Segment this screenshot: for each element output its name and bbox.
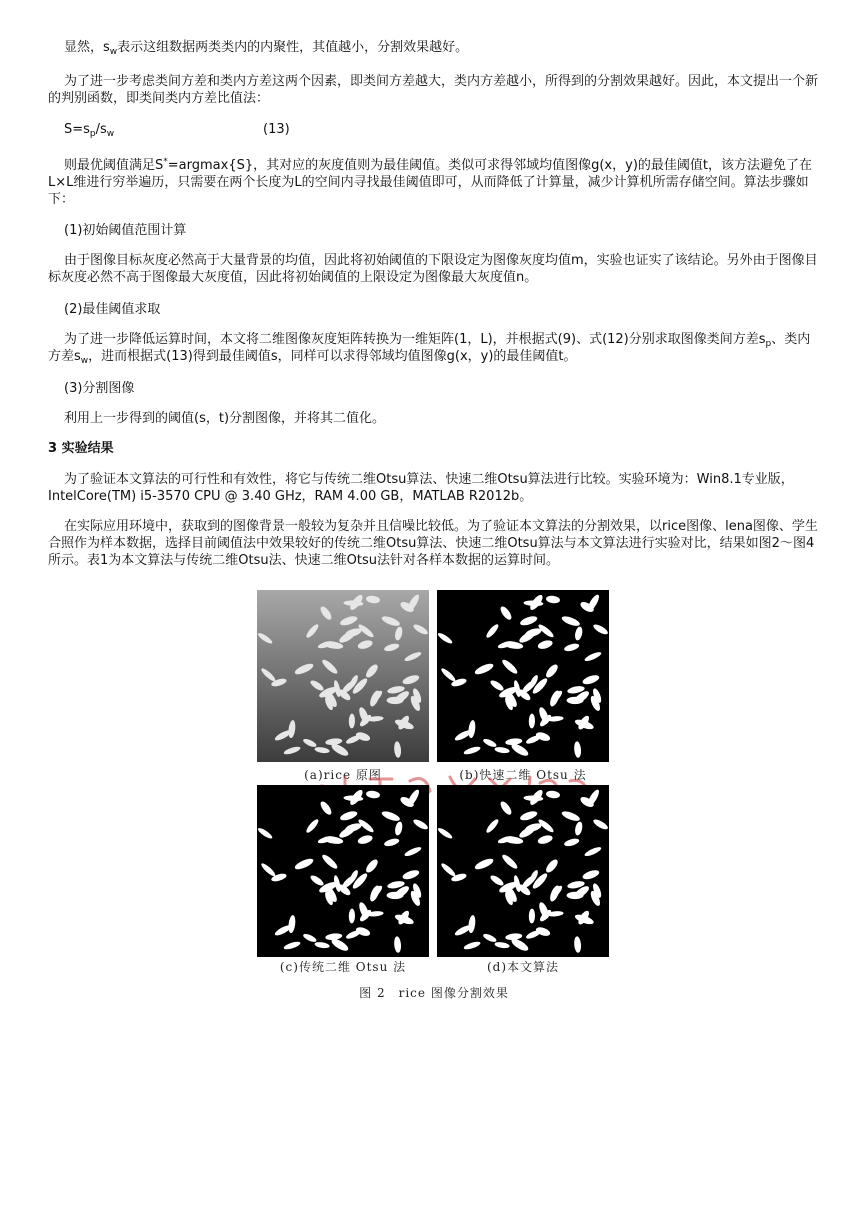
- equation-13: [48, 121, 820, 138]
- equation-label: (13): [263, 122, 290, 137]
- paragraph-1: [48, 39, 820, 56]
- paragraph-2: 为了进一步考虑类间方差和类内方差这两个因素，即类间方差越大，类内方差越小，所得到的分割效果越好。因此，本文提出一个新的判别函数，即类间类内方差比值法：: [48, 74, 819, 106]
- paragraph-3: [48, 157, 820, 208]
- step-2-sub-w: w: [80, 356, 89, 366]
- step-2-title: (2)最佳阈值求取: [64, 302, 161, 317]
- step-2-text-2: 、类内方差s: [48, 332, 811, 364]
- figure-panel-original: [257, 590, 429, 762]
- step-2-sub-p: p: [765, 339, 772, 349]
- rice-fast-otsu-image: [437, 590, 609, 762]
- step-2-text: 为了进一步降低运算时间，本文将二维图像灰度矩阵转换为一维矩阵(1，L)，并根据式(9)、式(12)分别求取图像类间方差s: [64, 332, 766, 347]
- rice-traditional-otsu-image: [257, 785, 429, 957]
- p1-text-2: 表示这组数据两类类内的内聚性，其值越小，分割效果越好。: [117, 40, 469, 55]
- step-3-body: 利用上一步得到的阈值(s，t)分割图像，并将其二值化。: [64, 411, 386, 426]
- section-heading: 3 实验结果: [48, 441, 114, 456]
- equation-sub-w: w: [106, 129, 115, 139]
- equation-lhs: S=s: [64, 122, 90, 137]
- step-2-text-3: ，进而根据式(13)得到最佳阈值s，同样可以求得邻域均值图像g(x，y)的最佳阈值t。: [88, 349, 577, 364]
- section-3-paragraph-1: 为了验证本文算法的可行性和有效性，将它与传统二维Otsu算法、快速二维Otsu算法进行比较。实验环境为：Win8.1专业版，IntelCore(TM) i5-3570 CPU @ 3.40 GHz，RAM 4.00 GB，MATLAB R2012b。: [48, 472, 794, 504]
- step-1-body: 由于图像目标灰度必然高于大量背景的均值，因此将初始阈值的下限设定为图像灰度均值m，实验也证实了该结论。另外由于图像目标灰度必然不高于图像最大灰度值，因此将初始阈值的上限设定为图像最大灰度值n。: [48, 253, 818, 285]
- caption-b: (b)快速二维 Otsu 法: [459, 768, 587, 782]
- figure-title: 图 2 rice 图像分割效果: [359, 986, 509, 1000]
- p3-sup: *: [163, 157, 168, 167]
- figure-panel-fast-otsu: [437, 590, 609, 762]
- step-3-title: (3)分割图像: [64, 381, 135, 396]
- caption-d: (d)本文算法: [486, 960, 560, 974]
- rice-original-image: [257, 590, 429, 762]
- step-1-title: (1)初始阈值范围计算: [64, 223, 187, 238]
- equation-slash: /s: [95, 122, 107, 137]
- section-3-paragraph-2: 在实际应用环境中，获取到的图像背景一般较为复杂并且信噪比较低。为了验证本文算法的分割效果，以rice图像、lena图像、学生合照作为样本数据，选择目前阈值法中效果较好的传统二维Otsu算法、快速二维Otsu算法与本文算法进行实验对比，结果如图2～图4所示。表1为本文算法与传统二维Otsu法、快速二维Otsu法针对各样本数据的运算时间。: [48, 519, 818, 568]
- figure-panel-proposed: [437, 785, 609, 957]
- rice-proposed-method-image: [437, 785, 609, 957]
- p1-sub: w: [109, 47, 118, 57]
- caption-c: (c)传统二维 Otsu 法: [279, 960, 407, 974]
- p1-text: 显然，s: [64, 40, 110, 55]
- equation-sub-p: p: [89, 129, 96, 139]
- p3-text-2: =argmax{S}，其对应的灰度值则为最佳阈值。类似可求得邻域均值图像g(x，y)的最佳阈值t，该方法避免了在L×L维进行穷举遍历，只需要在两个长度为L的空间内寻找最佳阈值即可，从而降低了计算量，减少计算机所需存储空间。算法步骤如下：: [48, 158, 812, 207]
- step-2-body: [48, 331, 820, 365]
- figure-panel-traditional-otsu: [257, 785, 429, 957]
- caption-a: (a)rice 原图: [304, 768, 382, 782]
- p3-text: 则最优阈值满足S: [64, 158, 164, 173]
